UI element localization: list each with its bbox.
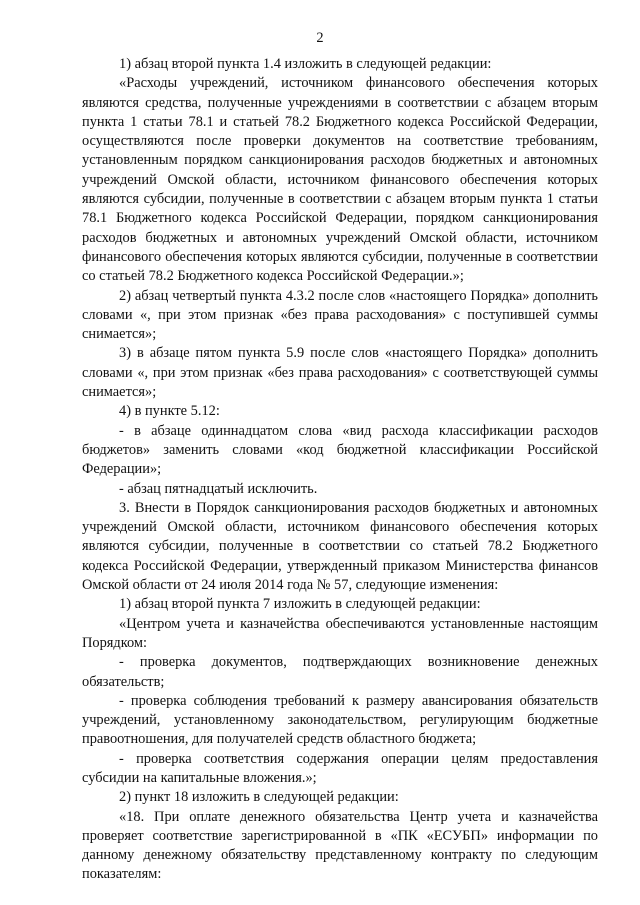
paragraph-12: - проверка соблюдения требований к размеру авансирования обязательств учреждений, установленному законодательством, регулирующим бюджетные правоотношения, для получателей средств областного бюджета;: [82, 692, 598, 748]
paragraph-15: «18. При оплате денежного обязательства Центр учета и казначейства проверяет соответствие зарегистрированной в «ПК «ЕСУБП» информации по данному денежному обязательству представленному контракту по следующим показателям:: [82, 808, 598, 883]
paragraph-13: - проверка соответствия содержания операции целям предоставления субсидии на капитальные вложения.»;: [82, 750, 598, 786]
paragraph-10: «Центром учета и казначейства обеспечиваются установленные настоящим Порядком:: [82, 615, 598, 651]
paragraph-8: 3. Внести в Порядок санкционирования расходов бюджетных и автономных учреждений Омской области, источником финансового обеспечения которых являются субсидии, полученные в соответствии со статьей 78.2 Бюджетного кодекса Российской Федерации, утвержденный приказом Министерства финансов Омской области от 24 июля 2014 года № 57, следующие изменения:: [82, 499, 598, 594]
paragraph-2: «Расходы учреждений, источником финансового обеспечения которых являются средства, полученные учреждениями в соответствии с абзацем вторым пункта 1 статьи 78.1 и статьей 78.2 Бюджетного кодекса Российской Федерации, осуществляются после проверки документов на соответствие требованиям, установленным порядком санкционирования расходов бюджетных и автономных учреждений Омской области, источником финансового обеспечения которых являются субсидии, полученные в соответствии с абзацем вторым пункта 1 статьи 78.1 Бюджетного кодекса Российской Федерации, порядком санкционирования расходов бюджетных и автономных учреждений Омской области, источником финансового обеспечения которых являются субсидии, полученные в соответствии со статьей 78.2 Бюджетного кодекса Российской Федерации.»;: [82, 75, 598, 285]
paragraph-14: 2) пункт 18 изложить в следующей редакции:: [119, 789, 399, 806]
paragraph-1: 1) абзац второй пункта 1.4 изложить в следующей редакции:: [119, 56, 492, 72]
paragraph-6: - в абзаце одиннадцатом слова «вид расхода классификации расходов бюджетов» заменить словами «код бюджетной классификации Российской Федерации»;: [82, 422, 598, 478]
paragraph-3: 2) абзац четвертый пункта 4.3.2 после слов «настоящего Порядка» дополнить словами «, при этом признак «без права расходования» с поступившей суммы снимается»;: [82, 287, 598, 343]
paragraph-7: - абзац пятнадцатый исключить.: [119, 480, 318, 497]
document-body: [82, 55, 598, 885]
paragraph-4: 3) в абзаце пятом пункта 5.9 после слов «настоящего Порядка» дополнить словами «, при этом признак «без права расходования» с соответствующей суммы снимается»;: [82, 345, 598, 401]
paragraph-9: 1) абзац второй пункта 7 изложить в следующей редакции:: [119, 596, 481, 613]
paragraph-5: 4) в пункте 5.12:: [119, 403, 220, 420]
paragraph-11: - проверка документов, подтверждающих возникновение денежных обязательств;: [82, 654, 598, 690]
page-number: 2: [316, 30, 324, 46]
